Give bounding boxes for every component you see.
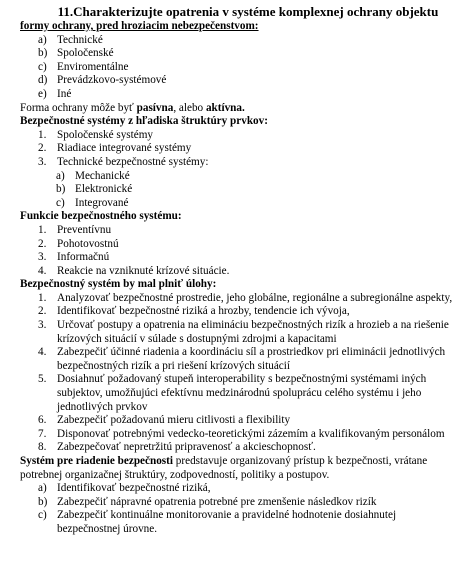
list-item-text: Preventívnu [57, 223, 112, 236]
section-heading-forms: formy ochrany, pred hroziacim nebezpečenstvom: [20, 20, 259, 32]
list-marker: 4. [38, 346, 47, 359]
list-marker: b) [38, 47, 48, 60]
list-item-text: Iné [57, 87, 72, 100]
list-item-text: Určovať postupy a opatrenia na elimináciu bezpečnostných rizík a hrozieb a na riešenie krízových situácií v súlade s dostupnými zdrojmi a kapacitami [57, 319, 449, 345]
list-item-text: Zabezpečovať nepretržitú pripravenosť a akcieschopnosť. [57, 441, 316, 454]
list-item [20, 238, 460, 252]
management-list [20, 482, 460, 536]
list-item [20, 61, 460, 75]
forms-note [20, 102, 460, 116]
list-marker: a) [38, 482, 47, 495]
list-marker: c) [38, 509, 47, 522]
functions-list [20, 224, 460, 278]
list-item [20, 47, 460, 61]
list-marker: c) [38, 60, 47, 73]
section-heading-functions: Funkcie bezpečnostného systému: [20, 210, 182, 223]
list-item-text: Analyzovať bezpečnostné prostredie, jeho globálne, regionálne a subregionálne aspekty, [57, 291, 453, 304]
list-item [20, 88, 460, 102]
list-marker: 3. [38, 155, 47, 168]
list-item [20, 265, 460, 279]
management-paragraph [20, 455, 460, 482]
tasks-list [20, 292, 460, 455]
list-marker: a) [38, 33, 47, 46]
list-marker: b) [38, 495, 48, 508]
list-item-text: Riadiace integrované systémy [57, 142, 192, 155]
list-item [20, 129, 460, 143]
page-title: 11.Charakterizujte opatrenia v systéme komplexnej ochrany objektu [57, 4, 439, 19]
note-bold-active: aktívna. [205, 101, 245, 114]
list-item [20, 428, 460, 442]
list-item [20, 346, 460, 373]
list-item-text: Informačnú [57, 251, 110, 264]
list-marker: c) [56, 196, 65, 209]
list-marker: 6. [38, 414, 47, 427]
list-marker: 3. [38, 251, 47, 264]
list-item-text: Zabezpečiť účinné riadenia a koordináciu síl a prostriedkov pri eliminácii jednotlivých bezpečnostných rizík a pri riešení krízových situácií [57, 346, 446, 372]
list-item-text: Technické bezpečnostné systémy: [57, 155, 209, 168]
list-item-text: Identifikovať bezpečnostné riziká, [57, 482, 211, 495]
list-item-text: Mechanické [75, 169, 130, 182]
list-item [20, 224, 460, 238]
list-marker: a) [56, 169, 65, 182]
list-item [20, 509, 460, 536]
sub-list-item [20, 183, 460, 197]
list-item [20, 482, 460, 496]
list-item-text: Integrované [75, 196, 129, 209]
list-marker: 1. [38, 128, 47, 141]
list-item-text: Technické [57, 33, 103, 46]
list-item-text: Zabezpečiť požadovanú mieru citlivosti a flexibility [57, 414, 291, 427]
sub-list-item [20, 170, 460, 184]
list-marker: 2. [38, 142, 47, 155]
list-item-text: Spoločenské [57, 47, 114, 60]
sub-list-item [20, 197, 460, 211]
list-marker: 4. [38, 264, 47, 277]
list-item-text: Dosiahnuť požadovaný stupeň interoperability s bezpečnostnými systémami iných subjektov, umožňujúci efektívnu medzinárodnú spoluprácu celého systému i jeho jednotlivých prvkov [57, 373, 427, 413]
list-item [20, 292, 460, 306]
list-marker: 8. [38, 441, 47, 454]
list-item-text: Pohotovostnú [57, 237, 119, 250]
list-marker: 7. [38, 427, 47, 440]
list-item-text: Elektronické [75, 183, 133, 196]
list-item [20, 251, 460, 265]
list-item [20, 156, 460, 170]
list-marker: 2. [38, 305, 47, 318]
note-bold-passive: pasívna [136, 101, 174, 114]
note-text: , alebo [173, 101, 206, 114]
list-marker: e) [38, 87, 47, 100]
systems-list [20, 129, 460, 211]
list-marker: 1. [38, 291, 47, 304]
list-marker: b) [56, 183, 66, 196]
list-marker: 5. [38, 373, 47, 386]
list-marker: d) [38, 74, 48, 87]
list-item-text: Identifikovať bezpečnostné riziká a hrozby, tendencie ich vývoja, [57, 305, 350, 318]
list-marker: 2. [38, 237, 47, 250]
list-item [20, 414, 460, 428]
list-marker: 3. [38, 319, 47, 332]
list-item [20, 373, 460, 414]
note-text: Forma ochrany môže byť [20, 101, 137, 114]
list-item-text: Disponovať potrebnými vedecko-teoretickými zázemím a kvalifikovaným personálom [57, 427, 445, 440]
list-item [20, 34, 460, 48]
list-item-text: Prevádzkovo-systémové [57, 74, 167, 87]
section-heading-systems: Bezpečnostné systémy z hľadiska štruktúry prvkov: [20, 115, 268, 128]
list-item-text: Zabezpečiť nápravné opatrenia potrebné pre zmenšenie následkov rizík [57, 495, 377, 508]
list-item [20, 74, 460, 88]
forms-list [20, 34, 460, 102]
list-marker: 1. [38, 223, 47, 236]
section-heading-tasks: Bezpečnostný systém by mal plniť úlohy: [20, 278, 217, 291]
list-item [20, 496, 460, 510]
list-item-text: Spoločenské systémy [57, 128, 154, 141]
section-heading-management: Systém pre riadenie bezpečnosti [20, 455, 173, 467]
list-item [20, 319, 460, 346]
list-item [20, 142, 460, 156]
list-item [20, 305, 460, 319]
paragraph-text: predstavuje organizovaný prístup k bezpečnosti, vrátane potrebnej organizačnej štruktúry, zodpovedností, politiky a postupov. [20, 455, 428, 481]
list-item-text: Enviromentálne [57, 60, 129, 73]
list-item-text: Reakcie na vzniknuté krízové situácie. [57, 264, 230, 277]
list-item [20, 441, 460, 455]
list-item-text: Zabezpečiť kontinuálne monitorovanie a pravidelné hodnotenie dosiahnutej bezpečnostnej úrovne. [57, 509, 397, 535]
